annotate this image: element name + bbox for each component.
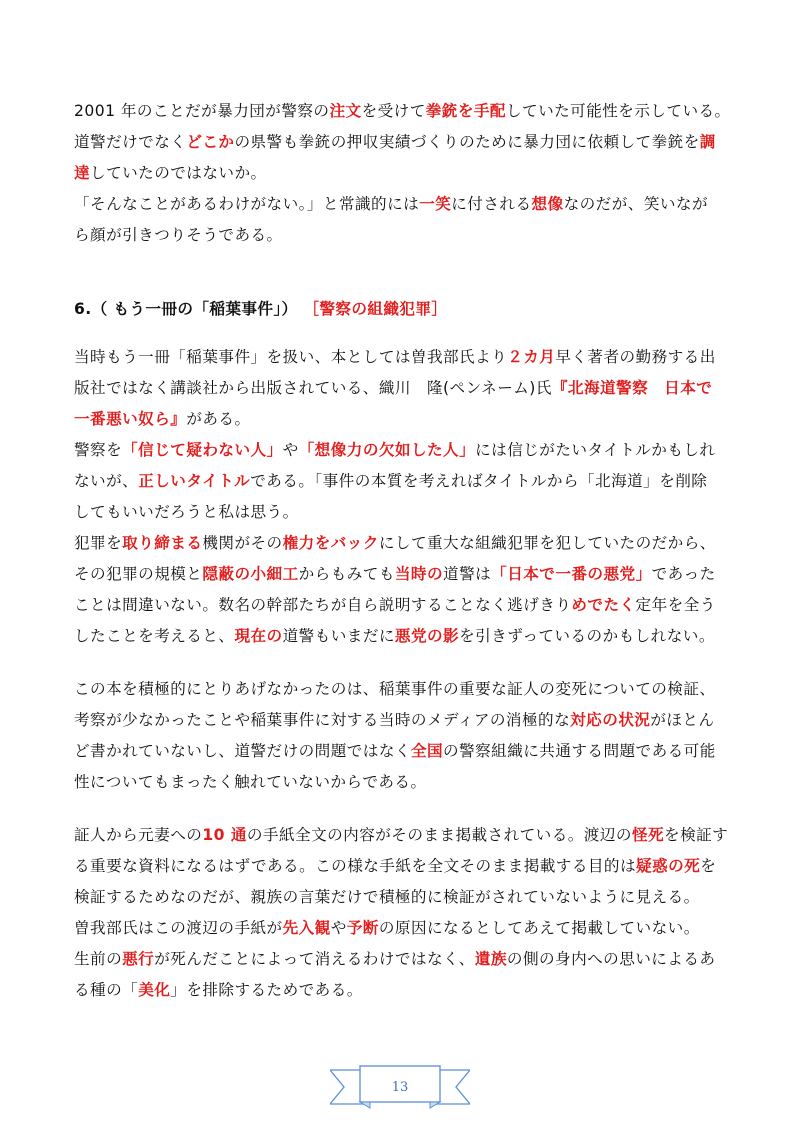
text-line (74, 528, 734, 559)
emphasis-text: 正しいタイトル (138, 472, 251, 490)
body-text: がある。 (186, 410, 251, 428)
emphasis-text: めでたく (571, 596, 636, 614)
body-text: ら顔が引きつりそうである。 (74, 226, 283, 244)
body-text: したことを考えると、 (74, 627, 235, 645)
text-line (74, 590, 734, 621)
body-text: 道警もいまだに (282, 627, 395, 645)
body-text: 」を排除するためである。 (170, 981, 363, 999)
body-text: 版社ではなく講談社から出版されている、織川 隆(ペンネーム)氏 (74, 379, 552, 397)
text-line (74, 736, 734, 767)
section-heading (74, 294, 447, 325)
body-text: を受けて (361, 102, 426, 120)
emphasis-text: 全国 (410, 742, 444, 760)
body-text: にして重大な組織犯罪を犯していたのだから、 (378, 534, 716, 552)
body-text: 2001 年のことだが暴力団が警察の (74, 102, 330, 120)
body-text: 道警だけでなく (74, 133, 187, 151)
text-line (74, 96, 734, 127)
body-text: ことは間違いない。数名の幹部たちが自ら説明することなく逃げきり (74, 596, 572, 614)
body-text: の県警も拳銃の押収実績づくりのために暴力団に依頼して拳銃を (234, 133, 700, 151)
emphasis-text: 先入観 (282, 919, 331, 937)
body-text: からもみても (298, 565, 395, 583)
body-text: 曽我部氏はこの渡辺の手紙が (74, 919, 283, 937)
body-text: や (282, 441, 299, 459)
body-text: であった (651, 565, 716, 583)
emphasis-text: 当時の (394, 565, 444, 583)
emphasis-text: 『北海道警察 日本で (551, 379, 713, 397)
body-text: なのだが、笑いなが (563, 195, 708, 213)
body-text: ないが、 (74, 472, 139, 490)
text-line (74, 559, 734, 590)
emphasis-text: 「想像力の欠如した人」 (298, 441, 476, 459)
body-text: していたのではないか。 (90, 164, 267, 182)
body-text: この本を積極的にとりあげなかったのは、稲葉事件の重要な証人の変死についての検証、 (74, 680, 716, 698)
body-text: 道警は (443, 565, 492, 583)
emphasis-text: 予断 (346, 919, 379, 937)
page-number: 13 (391, 1080, 409, 1095)
body-text: 警察を (74, 441, 123, 459)
emphasis-text: 対応の状況 (570, 711, 651, 729)
section-heading-title: 6.（ もう一冊の「稲葉事件」） (74, 300, 298, 318)
text-line (74, 435, 734, 466)
text-line (74, 220, 734, 251)
body-text: を (700, 857, 717, 875)
body-text: を検証す (664, 826, 729, 844)
emphasis-text: 疑惑の死 (636, 857, 701, 875)
body-text: る重要な資料になるはずである。この様な手紙を全文そのまま掲載する目的は (74, 857, 636, 875)
body-text: 早く著者の勤務する出 (555, 348, 716, 366)
emphasis-text: 一番悪い奴ら』 (74, 410, 187, 428)
body-text: の側の身内への思いによるあ (506, 950, 716, 968)
emphasis-text: 美化 (138, 981, 171, 999)
body-text: 犯罪を (74, 534, 123, 552)
text-line (74, 127, 734, 158)
body-text: る種の「 (74, 981, 139, 999)
emphasis-text: ２カ月 (507, 348, 556, 366)
body-text: 機関がその (202, 534, 283, 552)
text-line (74, 944, 734, 975)
text-line (74, 767, 734, 798)
body-text: 性についてもまったく触れていないからである。 (74, 773, 427, 791)
emphasis-text: 10 通 (202, 826, 247, 844)
body-text: 検証するためなのだが、親族の言葉だけで積極的に検証がされていないように見える。 (74, 888, 700, 906)
emphasis-text: 一笑 (419, 195, 452, 213)
body-text: 当時もう一冊「稲葉事件」を扱い、本としては曽我部氏より (74, 348, 508, 366)
body-text: 生前の (74, 950, 123, 968)
text-line (74, 913, 734, 944)
emphasis-text: 注文 (329, 102, 362, 120)
paragraph-3 (74, 674, 734, 798)
emphasis-text: 「日本で一番の悪党」 (491, 565, 652, 583)
paragraph-1 (74, 96, 734, 251)
body-text: である。「事件の本質を考えればタイトルから「北海道」を削除 (250, 472, 708, 490)
body-text: していた可能性を示している。 (505, 102, 731, 120)
emphasis-text: 調 (699, 133, 716, 151)
body-text: が死んだことによって消えるわけではなく、 (154, 950, 475, 968)
text-line (74, 975, 734, 1006)
emphasis-text: 遺族 (474, 950, 507, 968)
paragraph-2 (74, 342, 734, 652)
text-line (74, 404, 734, 435)
emphasis-text: 想像 (531, 195, 564, 213)
text-line (74, 189, 734, 220)
text-line (74, 621, 734, 652)
section-heading-tag: ［警察の組織犯罪］ (303, 300, 448, 318)
body-text: その犯罪の規模と (74, 565, 203, 583)
text-line (74, 342, 734, 373)
text-line (74, 851, 734, 882)
emphasis-text: 悪行 (122, 950, 155, 968)
emphasis-text: どこか (186, 133, 235, 151)
text-line (74, 158, 734, 189)
body-text: の原因になるとしてあえて掲載していない。 (378, 919, 700, 937)
body-text: には信じがたいタイトルかもしれ (475, 441, 716, 459)
body-text: の手紙全文の内容がそのまま掲載されている。渡辺の (246, 826, 632, 844)
body-text: を引きずっているのかもしれない。 (459, 627, 715, 645)
body-text: 「そんなことがあるわけがない。」と常識的には (74, 195, 420, 213)
body-text: に付される (451, 195, 532, 213)
emphasis-text: 取り締まる (122, 534, 203, 552)
text-line (74, 497, 734, 528)
emphasis-text: 拳銃を手配 (425, 102, 506, 120)
text-line (74, 820, 734, 851)
paragraph-4 (74, 820, 734, 1006)
body-text: 考察が少なかったことや稲葉事件に対する当時のメディアの消極的な (74, 711, 571, 729)
text-line (74, 466, 734, 497)
emphasis-text: 現在の (234, 627, 283, 645)
text-line (74, 882, 734, 913)
body-text: ど書かれていないし、道警だけの問題ではなく (74, 742, 411, 760)
emphasis-text: 怪死 (631, 826, 665, 844)
body-text: してもいいだろうと私は思う。 (74, 503, 299, 521)
emphasis-text: 権力をバック (282, 534, 379, 552)
emphasis-text: 達 (74, 164, 91, 182)
emphasis-text: 悪党の影 (394, 627, 460, 645)
body-text: 証人から元妻への (74, 826, 203, 844)
emphasis-text: 「信じて疑わない人」 (122, 441, 283, 459)
body-text: や (330, 919, 347, 937)
body-text: 定年を全う (635, 596, 716, 614)
text-line (74, 373, 734, 404)
text-line (74, 705, 734, 736)
emphasis-text: 隠蔽の小細工 (202, 565, 299, 583)
text-line (74, 674, 734, 705)
body-text: の警察組織に共通する問題である可能 (443, 742, 716, 760)
body-text: がほとん (650, 711, 715, 729)
